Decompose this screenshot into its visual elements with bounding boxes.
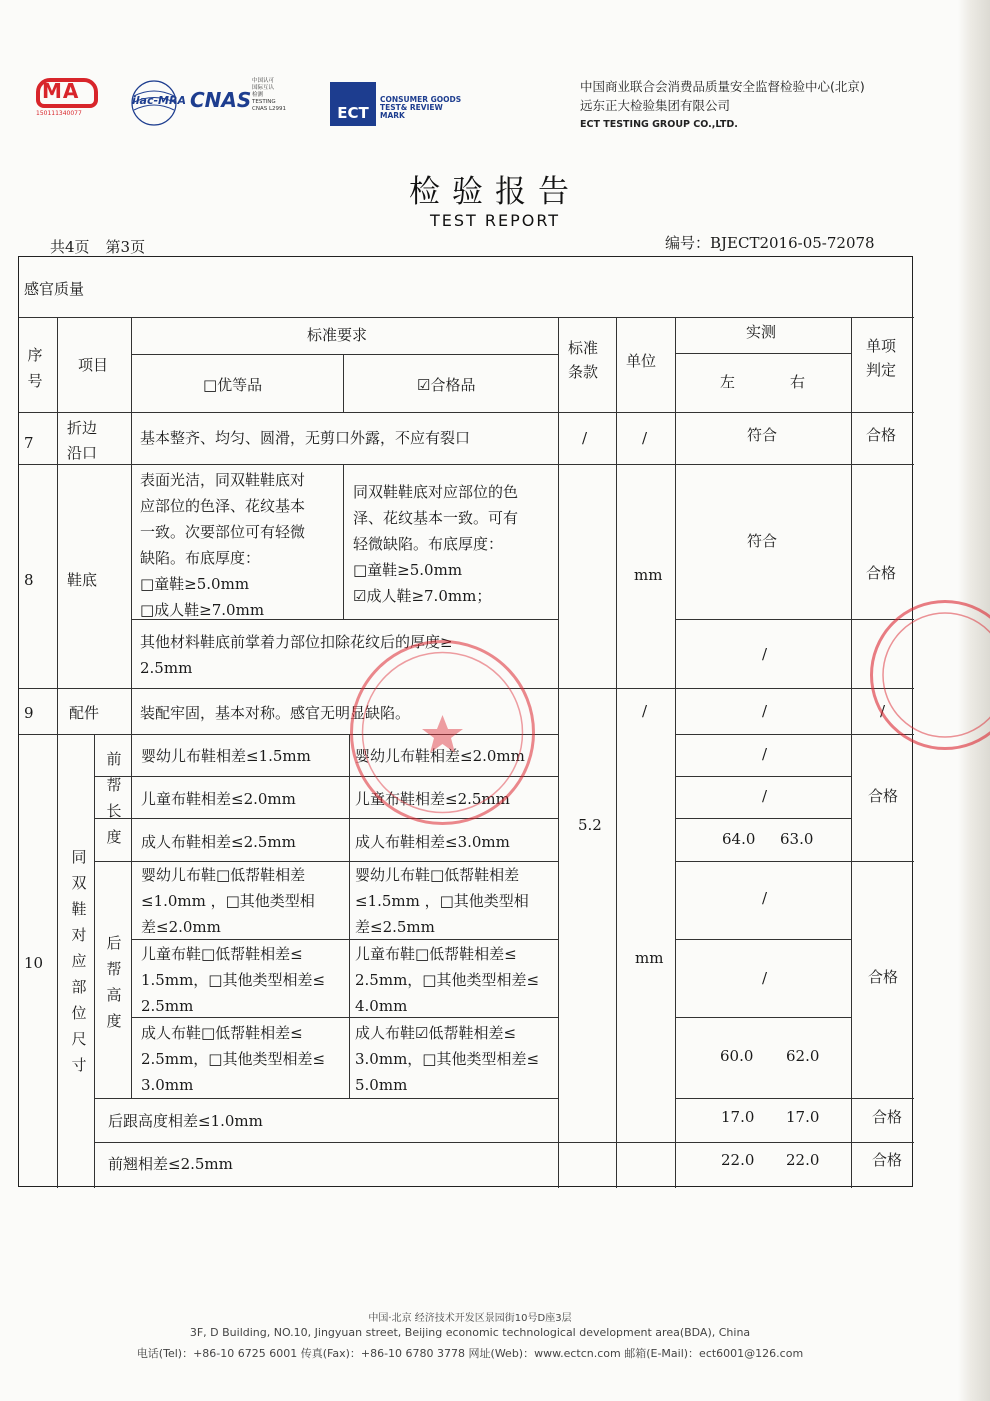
front-row2-premium: 儿童布鞋相差≤2.0mm	[141, 790, 296, 808]
organization-name: 中国商业联合会消费品质量安全监督检验中心(北京) 远东正大检验集团有限公司 ECT TESTING GROUP CO.,LTD.	[580, 79, 865, 130]
col-header-left: 左	[720, 373, 736, 391]
back-row3-qualified: 成人布鞋☑低帮鞋相差≤ 3.0mm，□其他类型相差≤ 5.0mm	[355, 1024, 540, 1094]
back-row3-right: 62.0	[786, 1047, 820, 1065]
ect-mark-text: CONSUMER GOODS TEST& REVIEW MARK	[380, 95, 462, 120]
heel-left: 17.0	[721, 1108, 755, 1126]
ect-logo: ECT	[330, 82, 376, 126]
row8-other-result: /	[762, 645, 768, 663]
row7-item: 折边沿口	[67, 419, 98, 462]
row8-premium-req: 表面光洁，同双鞋鞋底对 应部位的色泽、花纹基本 一致。次要部位可有轻微 缺陷。布底厚度： □童鞋≥5.0mm □成人鞋≥7.0mm	[140, 471, 306, 619]
row7-clause: /	[582, 429, 588, 447]
cma-logo: MA 150111340077	[36, 78, 102, 126]
row10-back-upper-height: 后帮高度	[106, 934, 122, 1030]
back-row1-premium: 婴幼儿布鞋□低帮鞋相差 ≤1.0mm ，□其他类型相 差≤2.0mm	[141, 866, 315, 936]
col-header-judgement: 单项判定	[866, 337, 897, 379]
toe-verdict: 合格	[872, 1151, 903, 1169]
toe-left: 22.0	[721, 1151, 755, 1169]
front-row1-premium: 婴幼儿布鞋相差≤1.5mm	[141, 747, 311, 765]
front-row3-qualified: 成人布鞋相差≤3.0mm	[355, 833, 510, 851]
row10-item: 同双鞋对应部位尺寸	[71, 848, 87, 1074]
official-seal-center	[350, 640, 535, 825]
front-verdict: 合格	[868, 787, 899, 805]
ilac-mra-logo: ilac-MRA	[128, 78, 188, 128]
row9-no: 9	[24, 704, 34, 722]
row8-item: 鞋底	[67, 571, 98, 589]
row10-front-upper-length: 前帮长度	[106, 750, 122, 846]
row7-no: 7	[24, 434, 34, 452]
row8-no: 8	[24, 571, 34, 589]
row8-verdict: 合格	[866, 564, 897, 582]
front-row3-left: 64.0	[722, 830, 756, 848]
row8-qualified-req: 同双鞋鞋底对应部位的色 泽、花纹基本一致。可有 轻微缺陷。布底厚度： □童鞋≥5.0mm ☑成人鞋≥7.0mm；	[353, 483, 519, 605]
front-row1-result: /	[762, 745, 768, 763]
section-title: 感官质量	[24, 280, 85, 298]
report-title: 检验报告	[409, 174, 581, 210]
shared-clause: 5.2	[578, 816, 602, 834]
col-header-measured: 实测	[746, 323, 777, 341]
col-header-seq: 序号	[27, 346, 43, 390]
row9-verdict: /	[880, 702, 886, 720]
back-row2-premium: 儿童布鞋□低帮鞋相差≤ 1.5mm，□其他类型相差≤ 2.5mm	[141, 945, 326, 1015]
row8-result: 符合	[747, 532, 778, 550]
col-header-right: 右	[790, 373, 806, 391]
front-row3-right: 63.0	[780, 830, 814, 848]
toe-right: 22.0	[786, 1151, 820, 1169]
col-header-qualified: ☑合格品	[417, 376, 476, 394]
row7-result: 符合	[747, 426, 778, 444]
back-row3-left: 60.0	[720, 1047, 754, 1065]
back-verdict: 合格	[868, 968, 899, 986]
row10-no: 10	[24, 954, 44, 972]
footer-address-en: 3F, D Building, NO.10, Jingyuan street, Beijing economic technological development area(BDA), China	[189, 1326, 751, 1339]
heel-right: 17.0	[786, 1108, 820, 1126]
back-row3-premium: 成人布鞋□低帮鞋相差≤ 2.5mm，□其他类型相差≤ 3.0mm	[141, 1024, 326, 1094]
report-subtitle: TEST REPORT	[429, 211, 561, 230]
row9-item: 配件	[69, 704, 100, 722]
heel-requirement: 后跟高度相差≤1.0mm	[108, 1112, 263, 1130]
back-row1-qualified: 婴幼儿布鞋□低帮鞋相差 ≤1.5mm ，□其他类型相 差≤2.5mm	[355, 866, 529, 936]
toe-requirement: 前翘相差≤2.5mm	[108, 1155, 233, 1173]
footer-contact: 电话(Tel)：+86-10 6725 6001 传真(Fax)：+86-10 6780 3778 网址(Web)：www.ectcn.com 邮箱(E-Mail)：ect6001@126.com	[136, 1347, 804, 1360]
cma-number: 150111340077	[36, 110, 82, 117]
row7-unit: /	[642, 429, 648, 447]
official-seal-right	[870, 600, 990, 750]
row9-unit: /	[642, 702, 648, 720]
col-header-item: 项目	[78, 356, 109, 374]
row9-result: /	[762, 702, 768, 720]
row8-other-material-req: 其他材料鞋底前掌着力部位扣除花纹后的厚度≥ 2.5mm	[140, 633, 453, 677]
row9-requirement: 装配牢固，基本对称。感官无明显缺陷。	[140, 704, 411, 722]
front-row2-result: /	[762, 787, 768, 805]
front-row2-qualified: 儿童布鞋相差≤2.5mm	[355, 790, 510, 808]
back-row2-qualified: 儿童布鞋□低帮鞋相差≤ 2.5mm，□其他类型相差≤ 4.0mm	[355, 945, 540, 1015]
cnas-accreditation-text: 中国认可 国际互认 检测 TESTING CNAS L2991	[252, 78, 287, 112]
back-row2-result: /	[762, 969, 768, 987]
row7-requirement: 基本整齐、均匀、圆滑，无剪口外露，不应有裂口	[140, 429, 471, 447]
front-row3-premium: 成人布鞋相差≤2.5mm	[141, 833, 296, 851]
cnas-logo: CNAS	[190, 88, 252, 112]
col-header-clause: 标准条款	[568, 339, 599, 381]
col-header-premium: □优等品	[203, 376, 263, 394]
col-header-standard: 标准要求	[307, 326, 368, 344]
back-row1-result: /	[762, 889, 768, 907]
report-number: 编号：BJECT2016-05-72078	[665, 234, 875, 252]
footer-address-cn: 中国·北京 经济技术开发区景园街10号D座3层	[368, 1313, 572, 1324]
row8-unit: mm	[634, 566, 663, 584]
front-row1-qualified: 婴幼儿布鞋相差≤2.0mm	[355, 747, 525, 765]
col-header-unit: 单位	[626, 352, 657, 370]
row7-verdict: 合格	[866, 426, 897, 444]
row10-unit: mm	[635, 949, 664, 967]
heel-verdict: 合格	[872, 1108, 903, 1126]
page-info: 共4页 第3页	[50, 238, 146, 256]
